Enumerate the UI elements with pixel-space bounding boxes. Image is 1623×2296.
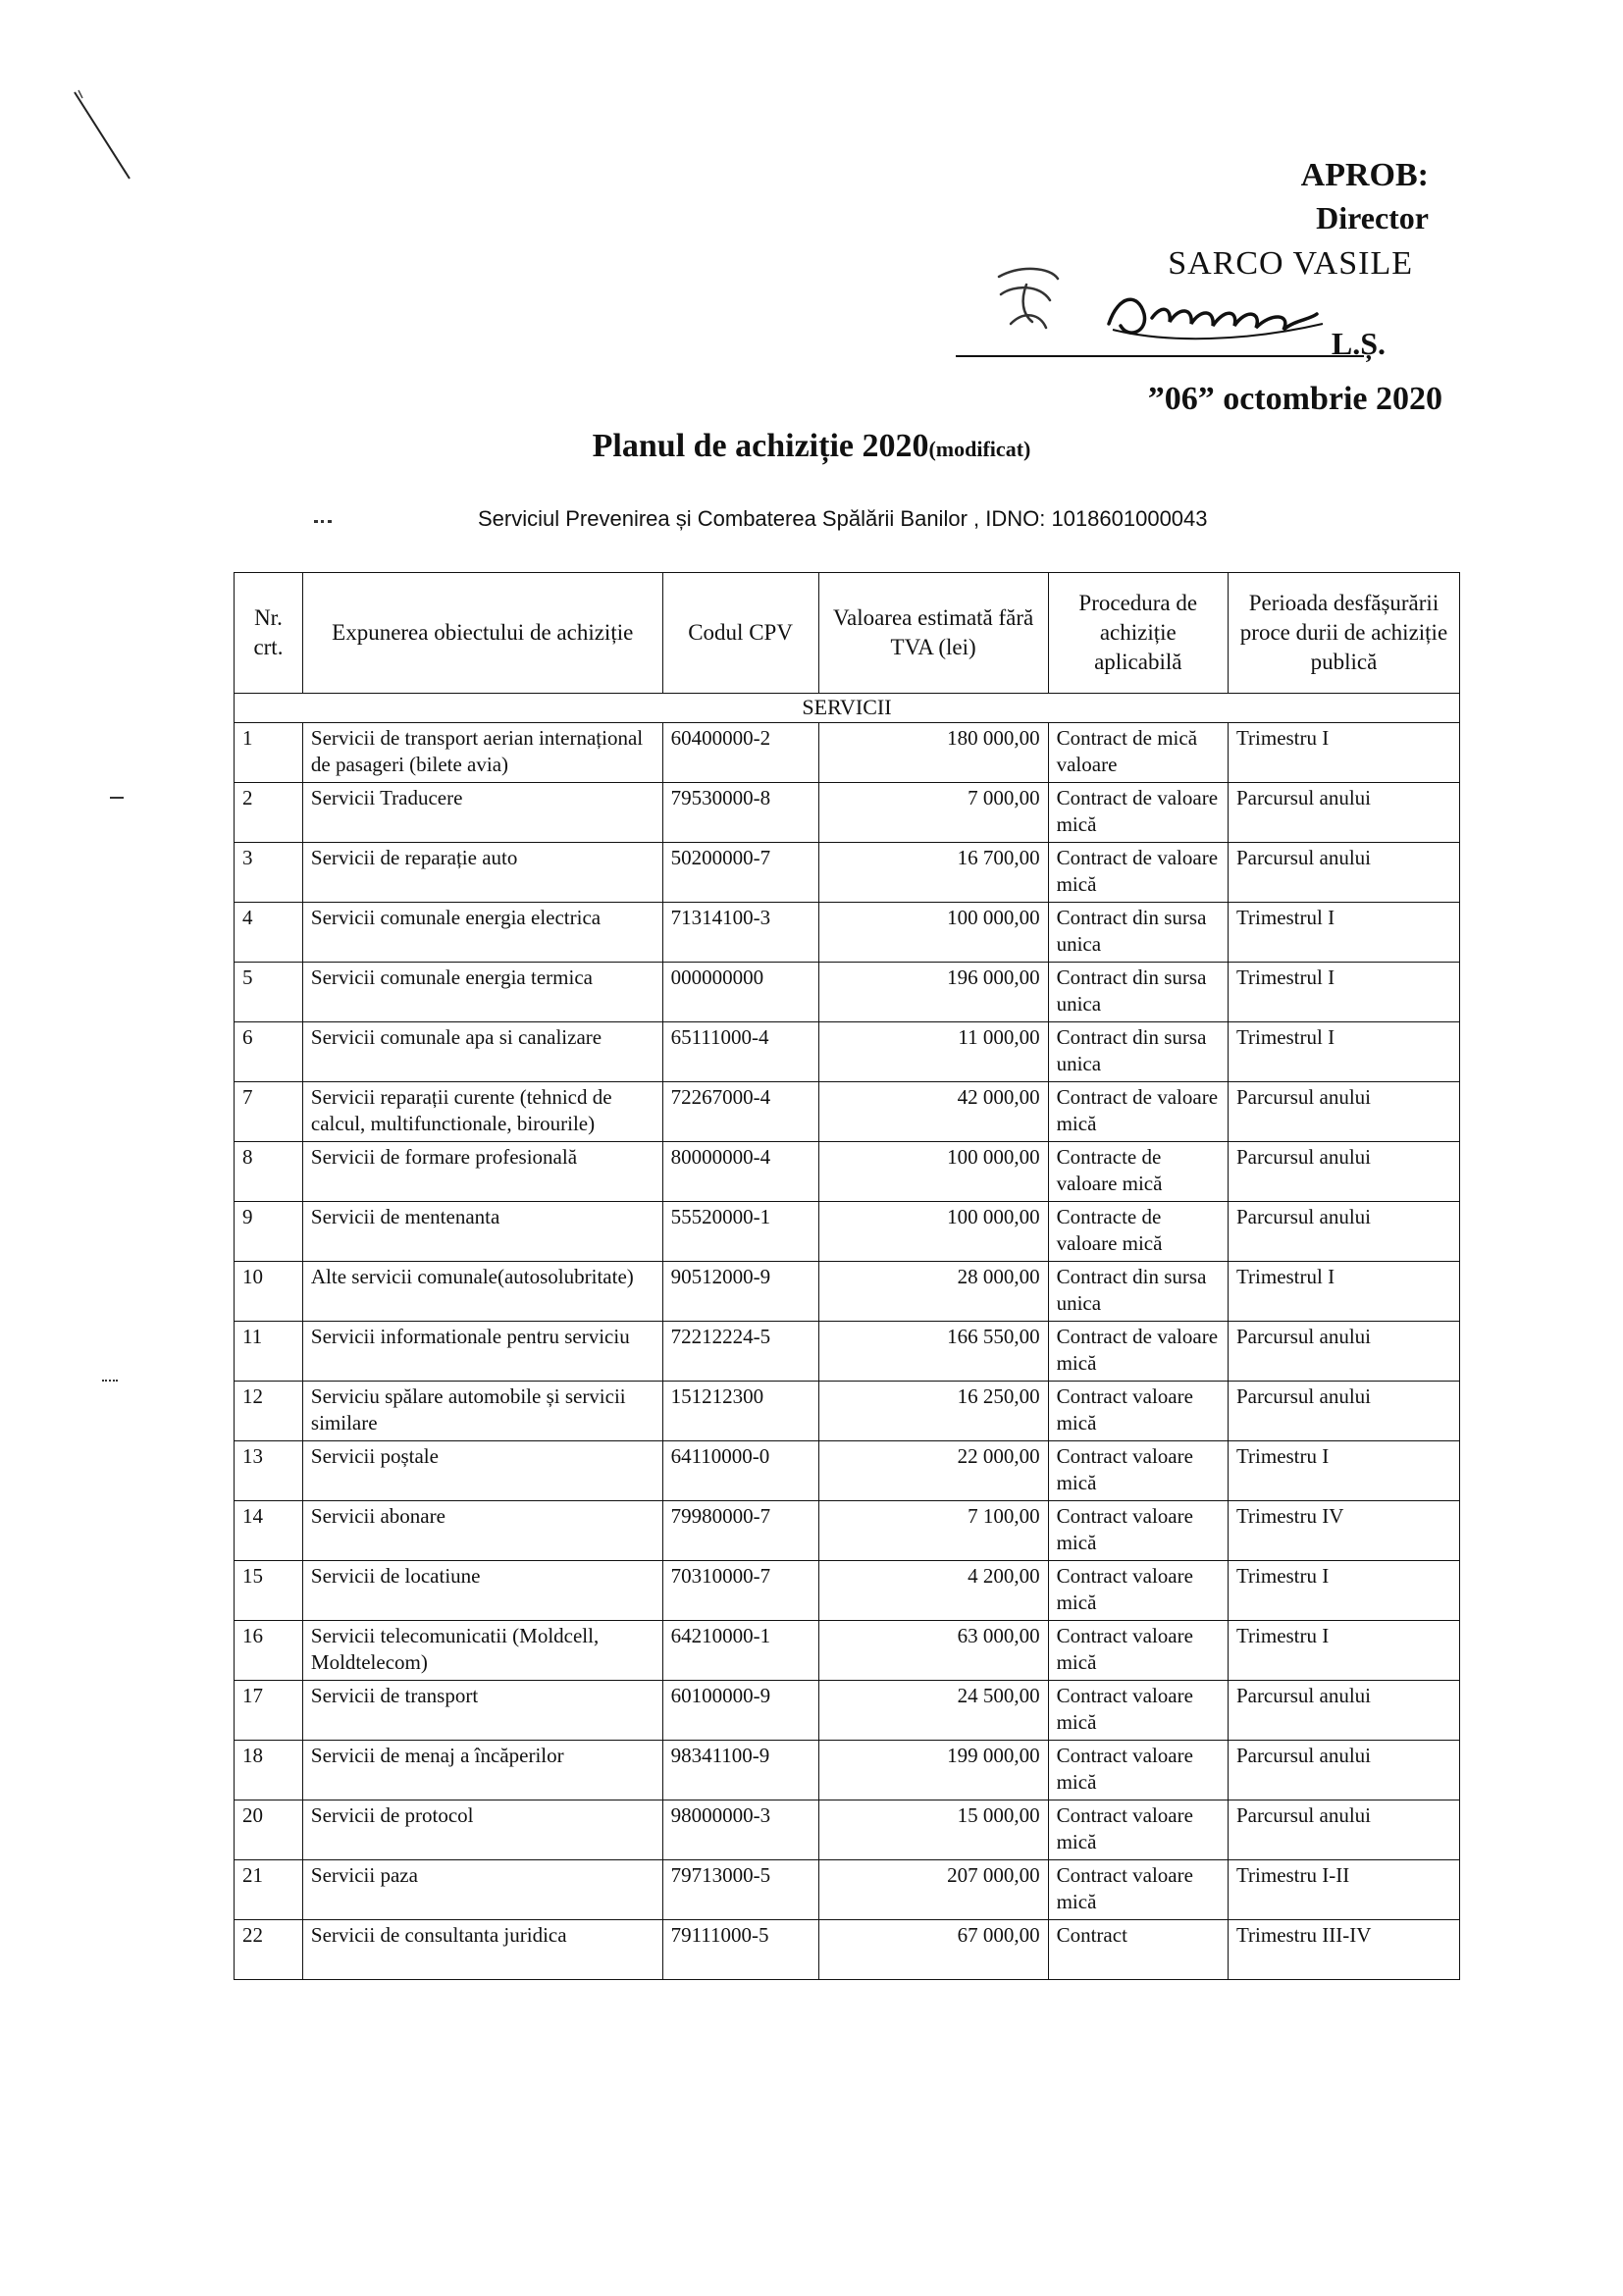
cell-nr: 14 bbox=[235, 1500, 303, 1560]
table-row bbox=[235, 1620, 1460, 1680]
approval-date: ”06” octombrie 2020 bbox=[1147, 381, 1442, 417]
cell-cpv: 98000000-3 bbox=[662, 1800, 818, 1859]
cell-period: Trimestru I bbox=[1228, 1440, 1459, 1500]
cell-period: Parcursul anului bbox=[1228, 842, 1459, 902]
cell-nr: 16 bbox=[235, 1620, 303, 1680]
cell-procedure: Contract bbox=[1048, 1919, 1228, 1979]
table-row bbox=[235, 782, 1460, 842]
cell-period: Trimestru I bbox=[1228, 1560, 1459, 1620]
table-row bbox=[235, 1560, 1460, 1620]
approval-role: Director bbox=[1316, 200, 1429, 235]
cell-cpv: 71314100-3 bbox=[662, 902, 818, 962]
cell-cpv: 79530000-8 bbox=[662, 782, 818, 842]
cell-value: 67 000,00 bbox=[818, 1919, 1048, 1979]
stamp-mark bbox=[981, 255, 1070, 343]
cell-period: Parcursul anului bbox=[1228, 782, 1459, 842]
cell-value: 100 000,00 bbox=[818, 902, 1048, 962]
cell-value: 11 000,00 bbox=[818, 1021, 1048, 1081]
table-row bbox=[235, 1081, 1460, 1141]
table-row bbox=[235, 1740, 1460, 1800]
table-row bbox=[235, 1321, 1460, 1381]
section-label: SERVICII bbox=[235, 694, 1460, 723]
cell-object: Servicii comunale energia electrica bbox=[302, 902, 662, 962]
cell-value: 16 250,00 bbox=[818, 1381, 1048, 1440]
cell-cpv: 80000000-4 bbox=[662, 1141, 818, 1201]
cell-object: Servicii telecomunicatii (Moldcell, Moldtelecom) bbox=[302, 1620, 662, 1680]
scan-edge-mark bbox=[110, 797, 124, 799]
cell-nr: 8 bbox=[235, 1141, 303, 1201]
cell-value: 100 000,00 bbox=[818, 1201, 1048, 1261]
cell-period: Parcursul anului bbox=[1228, 1680, 1459, 1740]
cell-value: 63 000,00 bbox=[818, 1620, 1048, 1680]
cell-object: Servicii de reparație auto bbox=[302, 842, 662, 902]
cell-nr: 17 bbox=[235, 1680, 303, 1740]
cell-object: Servicii abonare bbox=[302, 1500, 662, 1560]
cell-cpv: 72212224-5 bbox=[662, 1321, 818, 1381]
table-row bbox=[235, 902, 1460, 962]
cell-procedure: Contract de valoare mică bbox=[1048, 1081, 1228, 1141]
table-row bbox=[235, 1381, 1460, 1440]
cell-period: Parcursul anului bbox=[1228, 1740, 1459, 1800]
header-value: Valoarea estimată fără TVA (lei) bbox=[818, 573, 1048, 694]
cell-value: 24 500,00 bbox=[818, 1680, 1048, 1740]
document-title-note: (modificat) bbox=[928, 437, 1031, 461]
cell-object: Servicii de transport aerian internațional de pasageri (bilete avia) bbox=[302, 722, 662, 782]
cell-procedure: Contract de valoare mică bbox=[1048, 842, 1228, 902]
cell-procedure: Contract din sursa unica bbox=[1048, 1261, 1228, 1321]
procurement-table bbox=[234, 572, 1460, 1980]
cell-object: Servicii Traducere bbox=[302, 782, 662, 842]
cell-period: Trimestru I bbox=[1228, 722, 1459, 782]
cell-nr: 1 bbox=[235, 722, 303, 782]
cell-value: 196 000,00 bbox=[818, 962, 1048, 1021]
signature-mark bbox=[1099, 275, 1335, 353]
cell-cpv: 98341100-9 bbox=[662, 1740, 818, 1800]
cell-procedure: Contract de valoare mică bbox=[1048, 1321, 1228, 1381]
cell-object: Servicii poștale bbox=[302, 1440, 662, 1500]
cell-cpv: 79111000-5 bbox=[662, 1919, 818, 1979]
cell-cpv: 65111000-4 bbox=[662, 1021, 818, 1081]
cell-period: Parcursul anului bbox=[1228, 1141, 1459, 1201]
cell-nr: 22 bbox=[235, 1919, 303, 1979]
cell-value: 4 200,00 bbox=[818, 1560, 1048, 1620]
header-period: Perioada desfășurării proce durii de achiziție publică bbox=[1228, 573, 1459, 694]
cell-nr: 18 bbox=[235, 1740, 303, 1800]
cell-nr: 9 bbox=[235, 1201, 303, 1261]
cell-procedure: Contract din sursa unica bbox=[1048, 902, 1228, 962]
cell-cpv: 79980000-7 bbox=[662, 1500, 818, 1560]
cell-object: Servicii de consultanta juridica bbox=[302, 1919, 662, 1979]
section-row bbox=[235, 694, 1460, 723]
cell-object: Servicii de menaj a încăperilor bbox=[302, 1740, 662, 1800]
cell-object: Servicii paza bbox=[302, 1859, 662, 1919]
cell-value: 16 700,00 bbox=[818, 842, 1048, 902]
cell-cpv: 70310000-7 bbox=[662, 1560, 818, 1620]
document-subtitle: Serviciul Prevenirea și Combaterea Spălării Banilor , IDNO: 1018601000043 bbox=[478, 506, 1208, 531]
cell-cpv: 64210000-1 bbox=[662, 1620, 818, 1680]
cell-period: Trimestrul I bbox=[1228, 962, 1459, 1021]
stamp-label: L.Ș. bbox=[1331, 326, 1386, 361]
cell-object: Servicii de protocol bbox=[302, 1800, 662, 1859]
cell-period: Trimestru I-II bbox=[1228, 1859, 1459, 1919]
cell-nr: 13 bbox=[235, 1440, 303, 1500]
cell-nr: 21 bbox=[235, 1859, 303, 1919]
cell-object: Servicii de formare profesională bbox=[302, 1141, 662, 1201]
table-row bbox=[235, 962, 1460, 1021]
cell-period: Trimestrul I bbox=[1228, 902, 1459, 962]
cell-nr: 2 bbox=[235, 782, 303, 842]
cell-nr: 4 bbox=[235, 902, 303, 962]
cell-procedure: Contract valoare mică bbox=[1048, 1381, 1228, 1440]
cell-procedure: Contract valoare mică bbox=[1048, 1560, 1228, 1620]
cell-cpv: 72267000-4 bbox=[662, 1081, 818, 1141]
cell-value: 15 000,00 bbox=[818, 1800, 1048, 1859]
cell-nr: 10 bbox=[235, 1261, 303, 1321]
cell-period: Parcursul anului bbox=[1228, 1081, 1459, 1141]
cell-object: Serviciu spălare automobile și servicii similare bbox=[302, 1381, 662, 1440]
document-title bbox=[0, 428, 1623, 465]
cell-period: Trimestrul I bbox=[1228, 1261, 1459, 1321]
cell-procedure: Contract valoare mică bbox=[1048, 1859, 1228, 1919]
document-title-main: Planul de achiziție 2020 bbox=[592, 428, 929, 464]
cell-procedure: Contract din sursa unica bbox=[1048, 1021, 1228, 1081]
cell-object: Alte servicii comunale(autosolubritate) bbox=[302, 1261, 662, 1321]
cell-procedure: Contract valoare mică bbox=[1048, 1620, 1228, 1680]
cell-period: Parcursul anului bbox=[1228, 1321, 1459, 1381]
cell-period: Parcursul anului bbox=[1228, 1381, 1459, 1440]
cell-cpv: 000000000 bbox=[662, 962, 818, 1021]
cell-cpv: 79713000-5 bbox=[662, 1859, 818, 1919]
cell-value: 180 000,00 bbox=[818, 722, 1048, 782]
table-header-row bbox=[235, 573, 1460, 694]
cell-cpv: 55520000-1 bbox=[662, 1201, 818, 1261]
cell-period: Parcursul anului bbox=[1228, 1201, 1459, 1261]
cell-value: 166 550,00 bbox=[818, 1321, 1048, 1381]
cell-procedure: Contract valoare mică bbox=[1048, 1800, 1228, 1859]
cell-value: 7 100,00 bbox=[818, 1500, 1048, 1560]
cell-cpv: 60100000-9 bbox=[662, 1680, 818, 1740]
table-row bbox=[235, 1680, 1460, 1740]
cell-procedure: Contract valoare mică bbox=[1048, 1680, 1228, 1740]
cell-cpv: 64110000-0 bbox=[662, 1440, 818, 1500]
cell-value: 7 000,00 bbox=[818, 782, 1048, 842]
table-row bbox=[235, 1261, 1460, 1321]
approval-title: APROB: bbox=[1300, 157, 1429, 193]
cell-value: 22 000,00 bbox=[818, 1440, 1048, 1500]
approver-name: SARCO VASILE bbox=[1168, 245, 1413, 282]
cell-value: 42 000,00 bbox=[818, 1081, 1048, 1141]
cell-object: Servicii de transport bbox=[302, 1680, 662, 1740]
cell-cpv: 60400000-2 bbox=[662, 722, 818, 782]
cell-value: 199 000,00 bbox=[818, 1740, 1048, 1800]
cell-object: Servicii comunale energia termica bbox=[302, 962, 662, 1021]
cell-nr: 7 bbox=[235, 1081, 303, 1141]
cell-period: Trimestru IV bbox=[1228, 1500, 1459, 1560]
cell-procedure: Contract de valoare mică bbox=[1048, 782, 1228, 842]
cell-period: Trimestru I bbox=[1228, 1620, 1459, 1680]
cell-nr: 6 bbox=[235, 1021, 303, 1081]
cell-period: Trimestrul I bbox=[1228, 1021, 1459, 1081]
cell-procedure: Contract valoare mică bbox=[1048, 1500, 1228, 1560]
cell-procedure: Contracte de valoare mică bbox=[1048, 1141, 1228, 1201]
cell-nr: 15 bbox=[235, 1560, 303, 1620]
cell-nr: 3 bbox=[235, 842, 303, 902]
scan-edge-mark bbox=[102, 1380, 118, 1382]
cell-cpv: 50200000-7 bbox=[662, 842, 818, 902]
header-procedure: Procedura de achiziție aplicabilă bbox=[1048, 573, 1228, 694]
table-row bbox=[235, 1500, 1460, 1560]
cell-object: Servicii de locatiune bbox=[302, 1560, 662, 1620]
table-row bbox=[235, 1859, 1460, 1919]
table-row bbox=[235, 1021, 1460, 1081]
cell-object: Servicii reparații curente (tehnicd de calcul, multifunctionale, birourile) bbox=[302, 1081, 662, 1141]
table-row bbox=[235, 1919, 1460, 1979]
cell-nr: 12 bbox=[235, 1381, 303, 1440]
table-row bbox=[235, 1201, 1460, 1261]
cell-value: 207 000,00 bbox=[818, 1859, 1048, 1919]
table-row bbox=[235, 842, 1460, 902]
signature-line bbox=[956, 355, 1364, 357]
cell-object: Servicii comunale apa si canalizare bbox=[302, 1021, 662, 1081]
cell-procedure: Contract valoare mică bbox=[1048, 1440, 1228, 1500]
cell-value: 100 000,00 bbox=[818, 1141, 1048, 1201]
cell-nr: 20 bbox=[235, 1800, 303, 1859]
cell-nr: 11 bbox=[235, 1321, 303, 1381]
cell-object: Servicii de mentenanta bbox=[302, 1201, 662, 1261]
header-object: Expunerea obiectului de achiziție bbox=[302, 573, 662, 694]
table-row bbox=[235, 1440, 1460, 1500]
header-nr: Nr. crt. bbox=[235, 573, 303, 694]
cell-procedure: Contract din sursa unica bbox=[1048, 962, 1228, 1021]
cell-nr: 5 bbox=[235, 962, 303, 1021]
cell-procedure: Contract de mică valoare bbox=[1048, 722, 1228, 782]
header-cpv: Codul CPV bbox=[662, 573, 818, 694]
cell-cpv: 151212300 bbox=[662, 1381, 818, 1440]
table-row bbox=[235, 1141, 1460, 1201]
cell-object: Servicii informationale pentru serviciu bbox=[302, 1321, 662, 1381]
cell-value: 28 000,00 bbox=[818, 1261, 1048, 1321]
table-row bbox=[235, 1800, 1460, 1859]
cell-period: Trimestru III-IV bbox=[1228, 1919, 1459, 1979]
cell-procedure: Contracte de valoare mică bbox=[1048, 1201, 1228, 1261]
table-row bbox=[235, 722, 1460, 782]
cell-cpv: 90512000-9 bbox=[662, 1261, 818, 1321]
cell-period: Parcursul anului bbox=[1228, 1800, 1459, 1859]
scan-edge-mark bbox=[314, 520, 332, 523]
scan-edge-mark bbox=[69, 88, 137, 186]
cell-procedure: Contract valoare mică bbox=[1048, 1740, 1228, 1800]
